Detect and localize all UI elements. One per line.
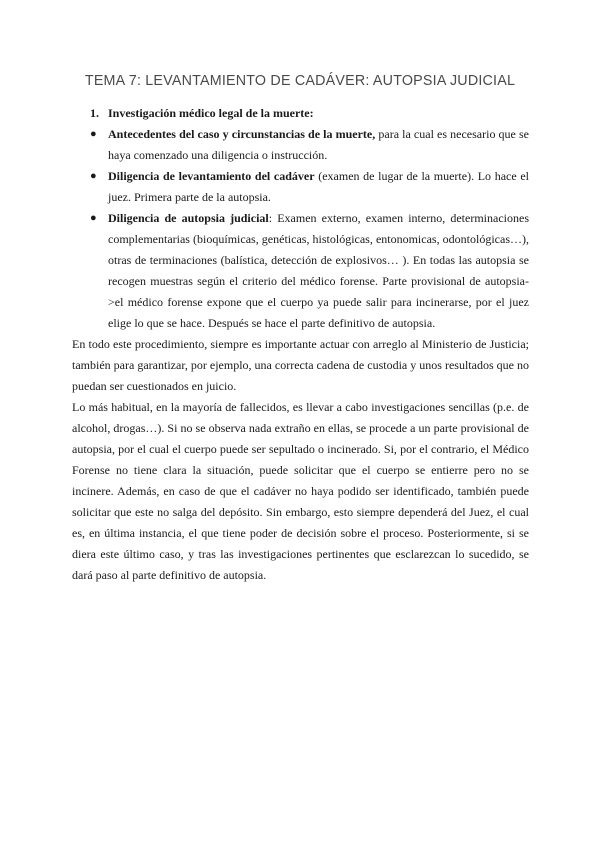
bullet-heading: Diligencia de levantamiento del cadáver: [108, 169, 315, 183]
bullet-heading: Diligencia de autopsia judicial: [108, 211, 269, 225]
numbered-item: [72, 103, 529, 124]
paragraph: Lo más habitual, en la mayoría de fallecidos, es llevar a cabo investigaciones sencillas (p.e. de alcohol, drogas…). Si no se observa nada extraño en ellas, se procede a un parte provisional de autopsia, por el cual el cuerpo puede ser sepultado o incinerado. Si, por el contrario, el Médico Forense no tiene clara la situación, puede solicitar que el cuerpo se entierre pero no se incinere. Además, en caso de que el cadáver no haya podido ser identificado, también puede solicitar que este no salga del depósito. Sin embargo, esto siempre dependerá del Juez, el cual es, en última instancia, el que tiene poder de decisión sobre el proceso. Posteriormente, si se diera este último caso, y tras las investigaciones pertinentes que esclarezcan lo sucedido, se dará paso al parte definitivo de autopsia.: [72, 400, 529, 582]
bullet-text: (examen de lugar de la muerte). Lo hace el juez. Primera parte de la autopsia.: [108, 169, 529, 204]
bullet-item: [72, 124, 529, 166]
bullet-text: para la cual es necesario que se haya comenzado una diligencia o instrucción.: [108, 127, 530, 162]
list-number: 1.: [90, 106, 99, 120]
bullet-icon: ●: [90, 128, 97, 140]
bullet-icon: ●: [90, 170, 97, 182]
page-title: TEMA 7: LEVANTAMIENTO DE CADÁVER: AUTOPSIA JUDICIAL: [84, 73, 516, 89]
bullet-item: [72, 166, 529, 208]
bullet-icon: ●: [90, 212, 97, 224]
numbered-item-text: Investigación médico legal de la muerte:: [108, 106, 314, 120]
bullet-text: : Examen externo, examen interno, determinaciones complementarias (bioquímicas, genéticas, histológicas, entonomicas, odontológicas…), otras de terminaciones (balística, detección de explosivos… ). En todas las autopsia se recogen muestras según el criterio del médico forense. Parte provisional de autopsia->el médico forense expone que el cuerpo ya puede salir para incinerarse, por el juez elige lo que se hace. Después se hace el parte definitivo de autopsia.: [108, 211, 529, 330]
paragraph: En todo este procedimiento, siempre es importante actuar con arreglo al Ministerio de Justicia; también para garantizar, por ejemplo, una correcta cadena de custodia y unos resultados que no puedan ser cuestionados en juicio.: [72, 337, 529, 393]
bullet-item: [72, 208, 529, 334]
document-body: [72, 103, 529, 586]
bullet-heading: Antecedentes del caso y circunstancias de la muerte,: [108, 127, 376, 141]
outline-list: [72, 103, 529, 334]
